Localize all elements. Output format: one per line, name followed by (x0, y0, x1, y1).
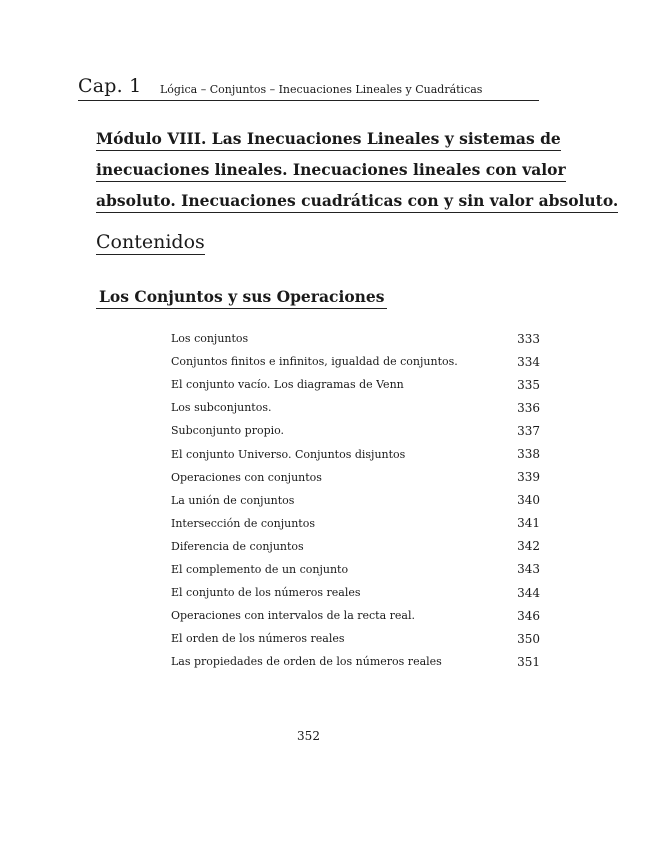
toc-entry (171, 604, 540, 627)
toc-entry-label: Operaciones con conjuntos (171, 470, 322, 484)
contents-heading: Contenidos (96, 231, 205, 253)
toc-entry-page: 338 (517, 447, 540, 462)
toc-entry (171, 650, 540, 673)
toc-entry (171, 466, 540, 489)
toc-entry-label: Las propiedades de orden de los números reales (171, 655, 442, 669)
toc-entry-label: Diferencia de conjuntos (171, 539, 304, 553)
toc-entry-page: 340 (517, 493, 540, 508)
toc-entry-label: El orden de los números reales (171, 632, 345, 646)
toc-entry (171, 512, 540, 535)
toc-entry-label: Conjuntos finitos e infinitos, igualdad de conjuntos. (171, 355, 458, 369)
toc-entry (171, 627, 540, 650)
toc-entry (171, 581, 540, 604)
toc-entry-label: El conjunto de los números reales (171, 586, 361, 600)
toc-entry-label: El conjunto vacío. Los diagramas de Venn (171, 378, 404, 392)
toc-entry-label: Operaciones con intervalos de la recta real. (171, 609, 415, 623)
toc-entry-page: 346 (517, 608, 540, 623)
module-title (96, 125, 619, 218)
toc-entry-page: 343 (517, 562, 540, 577)
chapter-label: Cap. 1 (78, 75, 142, 97)
toc-entry (171, 396, 540, 419)
toc-entry (171, 535, 540, 558)
toc-entry-page: 339 (517, 470, 540, 485)
header-title: Lógica – Conjuntos – Inecuaciones Lineales y Cuadráticas (160, 83, 483, 96)
toc-entry-page: 336 (517, 400, 540, 415)
toc-entry-page: 342 (517, 539, 540, 554)
toc-entry (171, 442, 540, 465)
module-title-line: inecuaciones lineales. Inecuaciones lineales con valor (96, 159, 566, 182)
toc-entry (171, 558, 540, 581)
toc-entry (171, 350, 540, 373)
module-title-line: Módulo VIII. Las Inecuaciones Lineales y sistemas de (96, 128, 561, 151)
page-number: 352 (297, 729, 320, 743)
toc-entry-page: 335 (517, 377, 540, 392)
toc-entry (171, 373, 540, 396)
toc-entry-label: El conjunto Universo. Conjuntos disjuntos (171, 447, 406, 461)
toc-entry (171, 419, 540, 442)
toc-entry-label: La unión de conjuntos (171, 493, 295, 507)
toc-entry-page: 351 (517, 654, 540, 669)
toc-entry-label: Los subconjuntos. (171, 401, 272, 415)
running-header (78, 76, 539, 101)
toc-entry-page: 333 (517, 331, 540, 346)
toc-entry-page: 341 (517, 516, 540, 531)
table-of-contents (171, 327, 540, 673)
toc-entry-page: 350 (517, 631, 540, 646)
toc-entry-label: El complemento de un conjunto (171, 562, 349, 576)
section-heading: Los Conjuntos y sus Operaciones (96, 286, 387, 309)
toc-entry-page: 337 (517, 423, 540, 438)
toc-entry-page: 334 (517, 354, 540, 369)
toc-entry-label: Los conjuntos (171, 332, 249, 346)
toc-entry-label: Subconjunto propio. (171, 424, 285, 438)
toc-entry (171, 327, 540, 350)
module-title-line: absoluto. Inecuaciones cuadráticas con y sin valor absoluto. (96, 190, 618, 213)
toc-entry-label: Intersección de conjuntos (171, 516, 315, 530)
toc-entry-page: 344 (517, 585, 540, 600)
toc-entry (171, 489, 540, 512)
